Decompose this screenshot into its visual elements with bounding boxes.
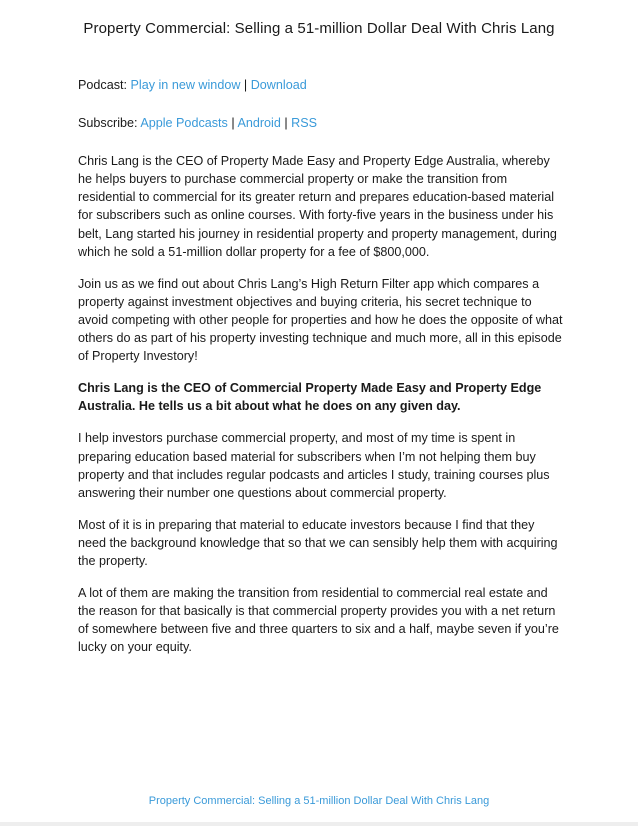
answer-paragraph: I help investors purchase commercial property, and most of my time is spent in preparing education based material for subscribers when I’m not helping them buy property and that includes regular podcasts and articles I study, training courses plus answering their number one questions about commercial property.: [78, 431, 550, 500]
episode-summary-paragraph: Join us as we find out about Chris Lang’s High Return Filter app which compares a property against investment objectives and buying criteria, his secret technique to avoid competing with other people for properties and how he does the opposite of what others do as part of his property investing technique and much more, all in this episode of Property Investory!: [78, 276, 563, 364]
subscribe-line: [78, 114, 564, 132]
download-link[interactable]: Download: [250, 78, 307, 92]
separator: |: [243, 78, 248, 92]
interview-question: Chris Lang is the CEO of Commercial Property Made Easy and Property Edge Australia. He tells us a bit about what he does on any given day.: [78, 381, 542, 414]
page-footer: Property Commercial: Selling a 51-million Dollar Deal With Chris Lang: [148, 795, 490, 807]
podcast-line: [78, 76, 564, 94]
page-title: Property Commercial: Selling a 51-million Dollar Deal With Chris Lang: [83, 20, 555, 37]
play-in-new-window-link[interactable]: Play in new window: [130, 78, 241, 92]
rss-link[interactable]: RSS: [291, 116, 318, 131]
intro-paragraph: Chris Lang is the CEO of Property Made Easy and Property Edge Australia, whereby he helps buyers to purchase commercial property or make the transition from residential to commercial for its greater return and prepares education-based material for subscribers such as online courses. With forty-five years in the business under his belt, Lang started his journey in residential property and property management, during which he sold a 51-million dollar property for a fee of $800,000.: [78, 154, 557, 259]
article-body: [78, 76, 564, 670]
page-divider: [0, 822, 638, 826]
podcast-label: Podcast:: [78, 78, 128, 92]
separator: |: [231, 116, 235, 131]
android-link[interactable]: Android: [237, 116, 281, 131]
answer-paragraph: A lot of them are making the transition from residential to commercial real estate and the reason for that basically is that commercial property provides you with a net return of somewhere between five and three quarters to six and a half, maybe seven if you’re lucky on your equity.: [78, 586, 559, 655]
separator: |: [284, 116, 288, 131]
answer-paragraph: Most of it is in preparing that material to educate investors because I find that they need the background knowledge that so that we can sensibly help them with acquiring the property.: [78, 517, 558, 568]
apple-podcasts-link[interactable]: Apple Podcasts: [140, 116, 228, 131]
subscribe-label: Subscribe:: [78, 116, 138, 131]
